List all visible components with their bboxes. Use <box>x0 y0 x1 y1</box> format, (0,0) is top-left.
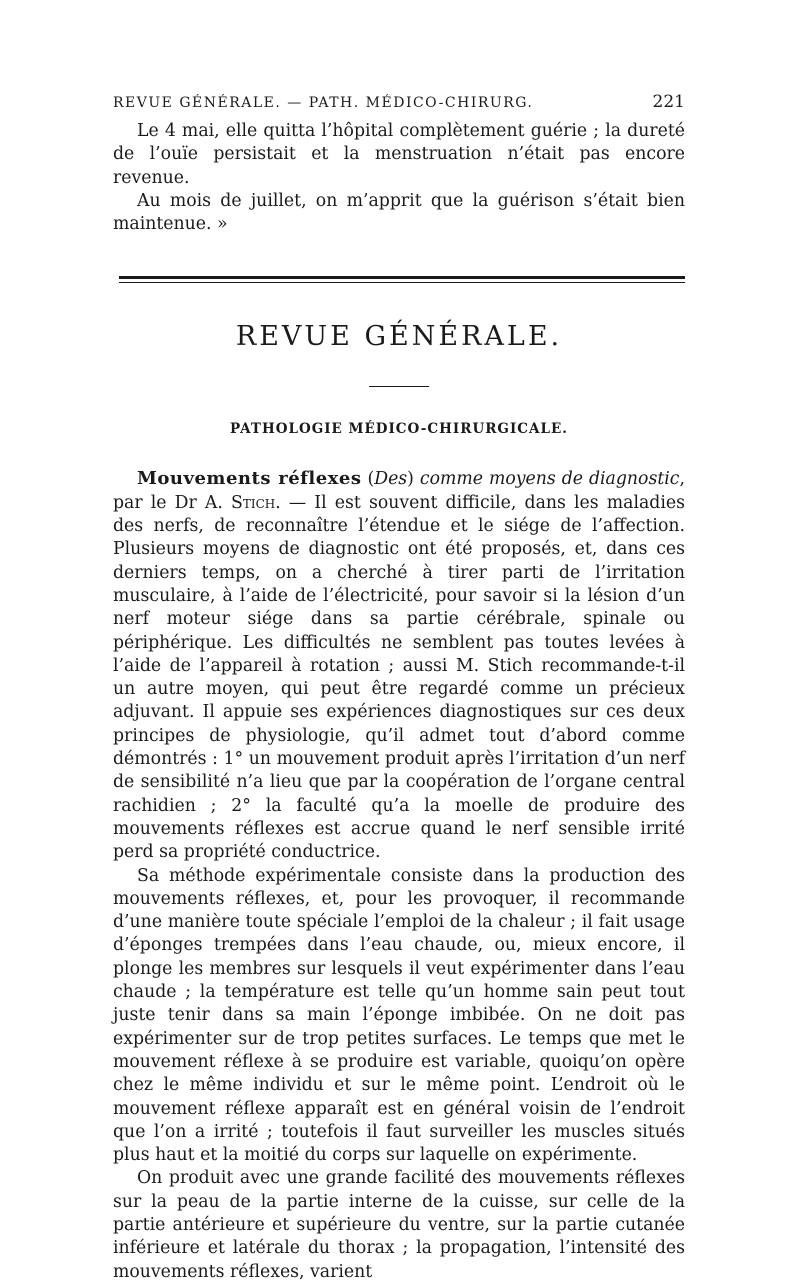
lead-paren-open: ( <box>361 469 375 490</box>
byline-prefix: , par le Dr A. <box>113 469 685 513</box>
section-subtitle: PATHOLOGIE MÉDICO-CHIRURGICALE. <box>230 421 568 438</box>
section-divider <box>119 276 685 283</box>
lead-italic: comme moyens de diagnostic <box>419 469 680 490</box>
article-lead-title: Mouvements réflexes <box>137 468 362 490</box>
page <box>113 92 685 1284</box>
lead-paren-close: ) <box>407 469 420 490</box>
page-number: 221 <box>652 92 685 112</box>
article-paragraph-3: On produit avec une grande facilité des mouvements réflexes sur la peau de la partie interne de la cuisse, sur celle de la partie antérieure et supérieure du ventre, sur la partie cutanée inférieure et latérale du thorax ; la propagation, l’intensité des mouvements réflexes, varient <box>113 1168 685 1282</box>
article-author: Stich <box>231 492 276 513</box>
continuation-paragraph-2: Au mois de juillet, on m’apprit que la guérison s’était bien maintenue. » <box>113 190 685 235</box>
article <box>113 467 685 1283</box>
article-paragraph-1 <box>113 467 685 864</box>
running-head-title: REVUE GÉNÉRALE. — PATH. MÉDICO-CHIRURG. <box>113 95 534 111</box>
article-paragraph-1-text: . — Il est souvent difficile, dans les maladies des nerfs, de reconnaître l’étendue et le siége de l’affection. Plusieurs moyens de diagnostic ont été proposés, et, dans ces derniers temps, on a cherché à tirer parti de l’irritation musculaire, à l’aide de l’électricité, pour savoir si la lésion d’un nerf moteur siége dans sa partie cérébrale, spinale ou périphérique. Les difficultés ne semblent pas toutes levées à l’aide de l’appareil à rotation ; aussi M. Stich recommande-t-il un autre moyen, qui peut être regardé comme un précieux adjuvant. Il appuie ses expériences diagnostiques sur ces deux principes de physiologie, qu’il admet tout d’abord comme démontrés : 1° un mouvement produit après l’irritation d’un nerf de sensibilité n’a lieu que par la coopération de l’organe central rachidien ; 2° la faculté qu’a la moelle de produire des mouvements réflexes est accrue quand le nerf sensible irrité perd sa propriété conductrice. <box>113 492 685 863</box>
running-head <box>113 92 685 112</box>
article-paragraph-2: Sa méthode expérimentale consiste dans la production des mouvements réflexes, et, pour les provoquer, il recommande d’une manière toute spéciale l’emploi de la chaleur ; il fait usage d’éponges trempées dans l’eau chaude, ou, mieux encore, il plonge les membres sur lesquels il veut expérimenter dans l’eau chaude ; la température est telle qu’un homme sain peut tout juste tenir dans sa main l’éponge imbibée. On ne doit pas expérimenter sur de trop petites surfaces. Le temps que met le mouvement réflexe à se produire est variable, quoiqu’on opère chez le même individu et sur le même point. L’endroit où le mouvement réflexe apparaît est en général voisin de l’endroit que l’on a irrité ; toutefois il faut surveiller les muscles situés plus haut et la moitié du corps sur laquelle on expérimente. <box>113 865 685 1166</box>
section-title: REVUE GÉNÉRALE. <box>235 321 563 353</box>
lead-paren-word: Des <box>374 469 408 490</box>
title-rule <box>369 386 429 387</box>
continuation-paragraph-1: Le 4 mai, elle quitta l’hôpital complètement guérie ; la dureté de l’ouïe persistait et la menstruation n’était pas encore revenue. <box>113 121 685 188</box>
